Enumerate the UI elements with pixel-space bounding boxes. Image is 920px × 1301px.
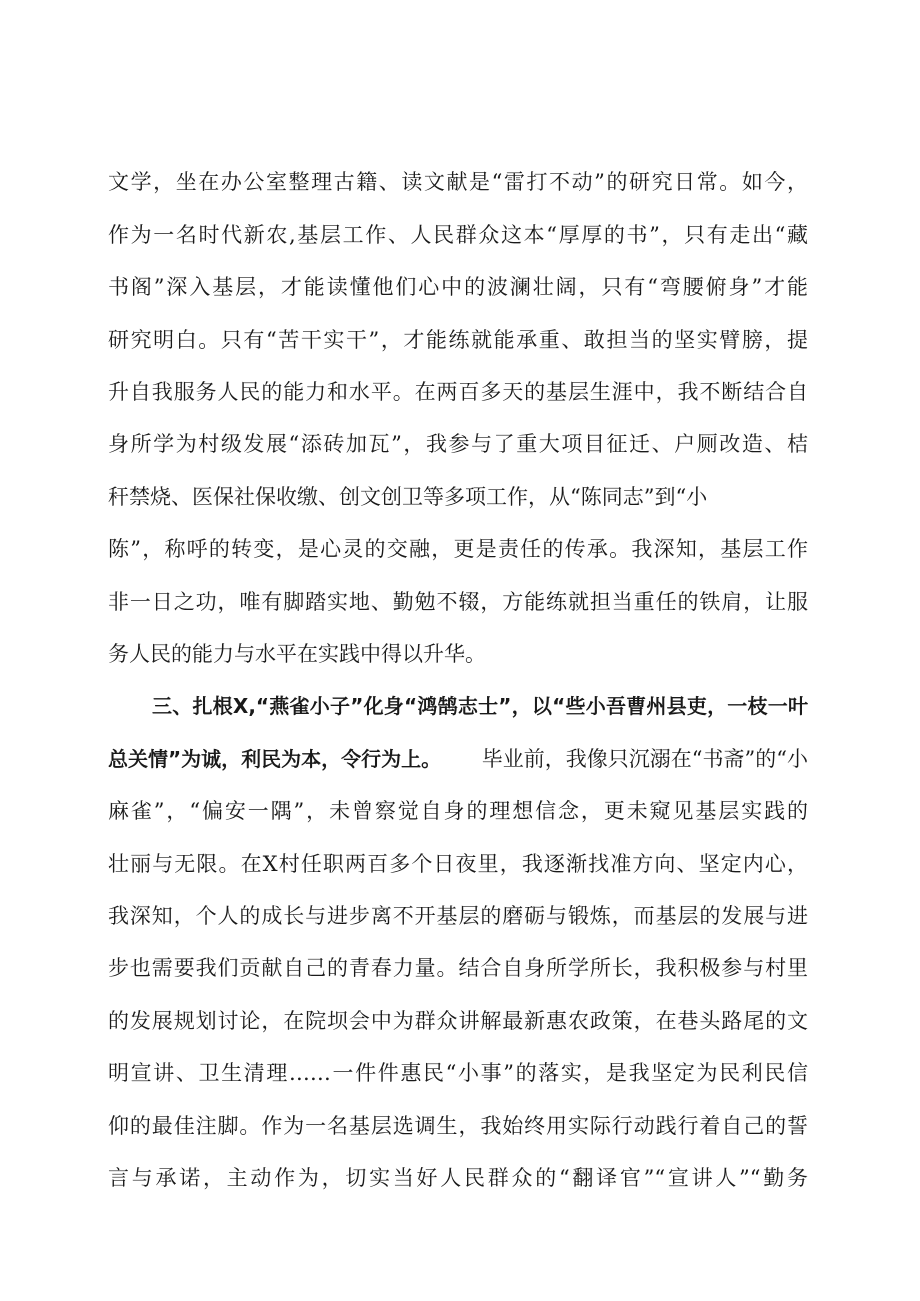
paragraph-1-line-1: 文学，坐在办公室整理古籍、读文献是“雷打不动”的研究日常。如今，: [108, 170, 808, 194]
paragraph-2-line-1-tail: 毕业前，我像只沉溺在“书斋”的“小: [481, 747, 808, 771]
paragraph-2-line-7: 明宣讲、卫生清理……一件件惠民“小事”的落实，是我坚定为民利民信: [108, 1061, 808, 1085]
paragraph-2-line-3: 壮丽与无限。在X村任职两百多个日夜里，我逐渐找准方向、坚定内心，: [108, 852, 808, 876]
paragraph-2-line-1: [108, 740, 808, 778]
paragraph-2-line-8: 仰的最佳注脚。作为一名基层选调生，我始终用实际行动践行着自己的誓: [108, 1114, 808, 1138]
paragraph-1-line-4: 研究明白。只有“苦干实干”，才能练就能承重、敢担当的坚实臂膀，提: [108, 328, 808, 352]
paragraph-1-line-3: 书阁”深入基层，才能读懂他们心中的波澜壮阔，只有“弯腰俯身”才能: [108, 275, 808, 299]
paragraph-2-line-6: 的发展规划讨论，在院坝会中为群众讲解最新惠农政策，在巷头路尾的文: [108, 1009, 808, 1033]
paragraph-2-line-4: 我深知，个人的成长与进步离不开基层的磨砺与锻炼，而基层的发展与进: [108, 904, 808, 928]
paragraph-1-line-7: 秆禁烧、医保社保收缴、创文创卫等多项工作，从“陈同志”到“小: [108, 485, 708, 509]
paragraph-1-line-9: 非一日之功，唯有脚踏实地、勤勉不辍，方能练就担当重任的铁肩，让服: [108, 590, 808, 614]
section-heading-line-2: 总关情”为诚，利民为本，令行为上。: [108, 747, 442, 771]
paragraph-1-line-6: 身所学为村级发展“添砖加瓦”，我参与了重大项目征迁、户厕改造、桔: [108, 432, 808, 456]
paragraph-1-line-8: 陈”，称呼的转变，是心灵的交融，更是责任的传承。我深知，基层工作: [108, 537, 808, 561]
paragraph-2-line-2: 麻雀”，“偏安一隅”，未曾察觉自身的理想信念，更未窥见基层实践的: [108, 799, 808, 823]
paragraph-1-line-10: 务人民的能力与水平在实践中得以升华。: [108, 642, 486, 666]
paragraph-1-line-2: 作为一名时代新农,基层工作、人民群众这本“厚厚的书”，只有走出“藏: [108, 223, 808, 247]
paragraph-1-line-5: 升自我服务人民的能力和水平。在两百多天的基层生涯中，我不断结合自: [108, 380, 808, 404]
section-heading-line-1: 三、扎根X,“燕雀小子”化身“鸿鹄志士”，以“些小吾曹州县吏，一枝一叶: [152, 694, 808, 718]
paragraph-2-line-9: 言与承诺，主动作为，切实当好人民群众的“翻译官”“宣讲人”“勤务: [108, 1166, 808, 1190]
paragraph-2-line-5: 步也需要我们贡献自己的青春力量。结合自身所学所长，我积极参与村里: [108, 956, 808, 980]
